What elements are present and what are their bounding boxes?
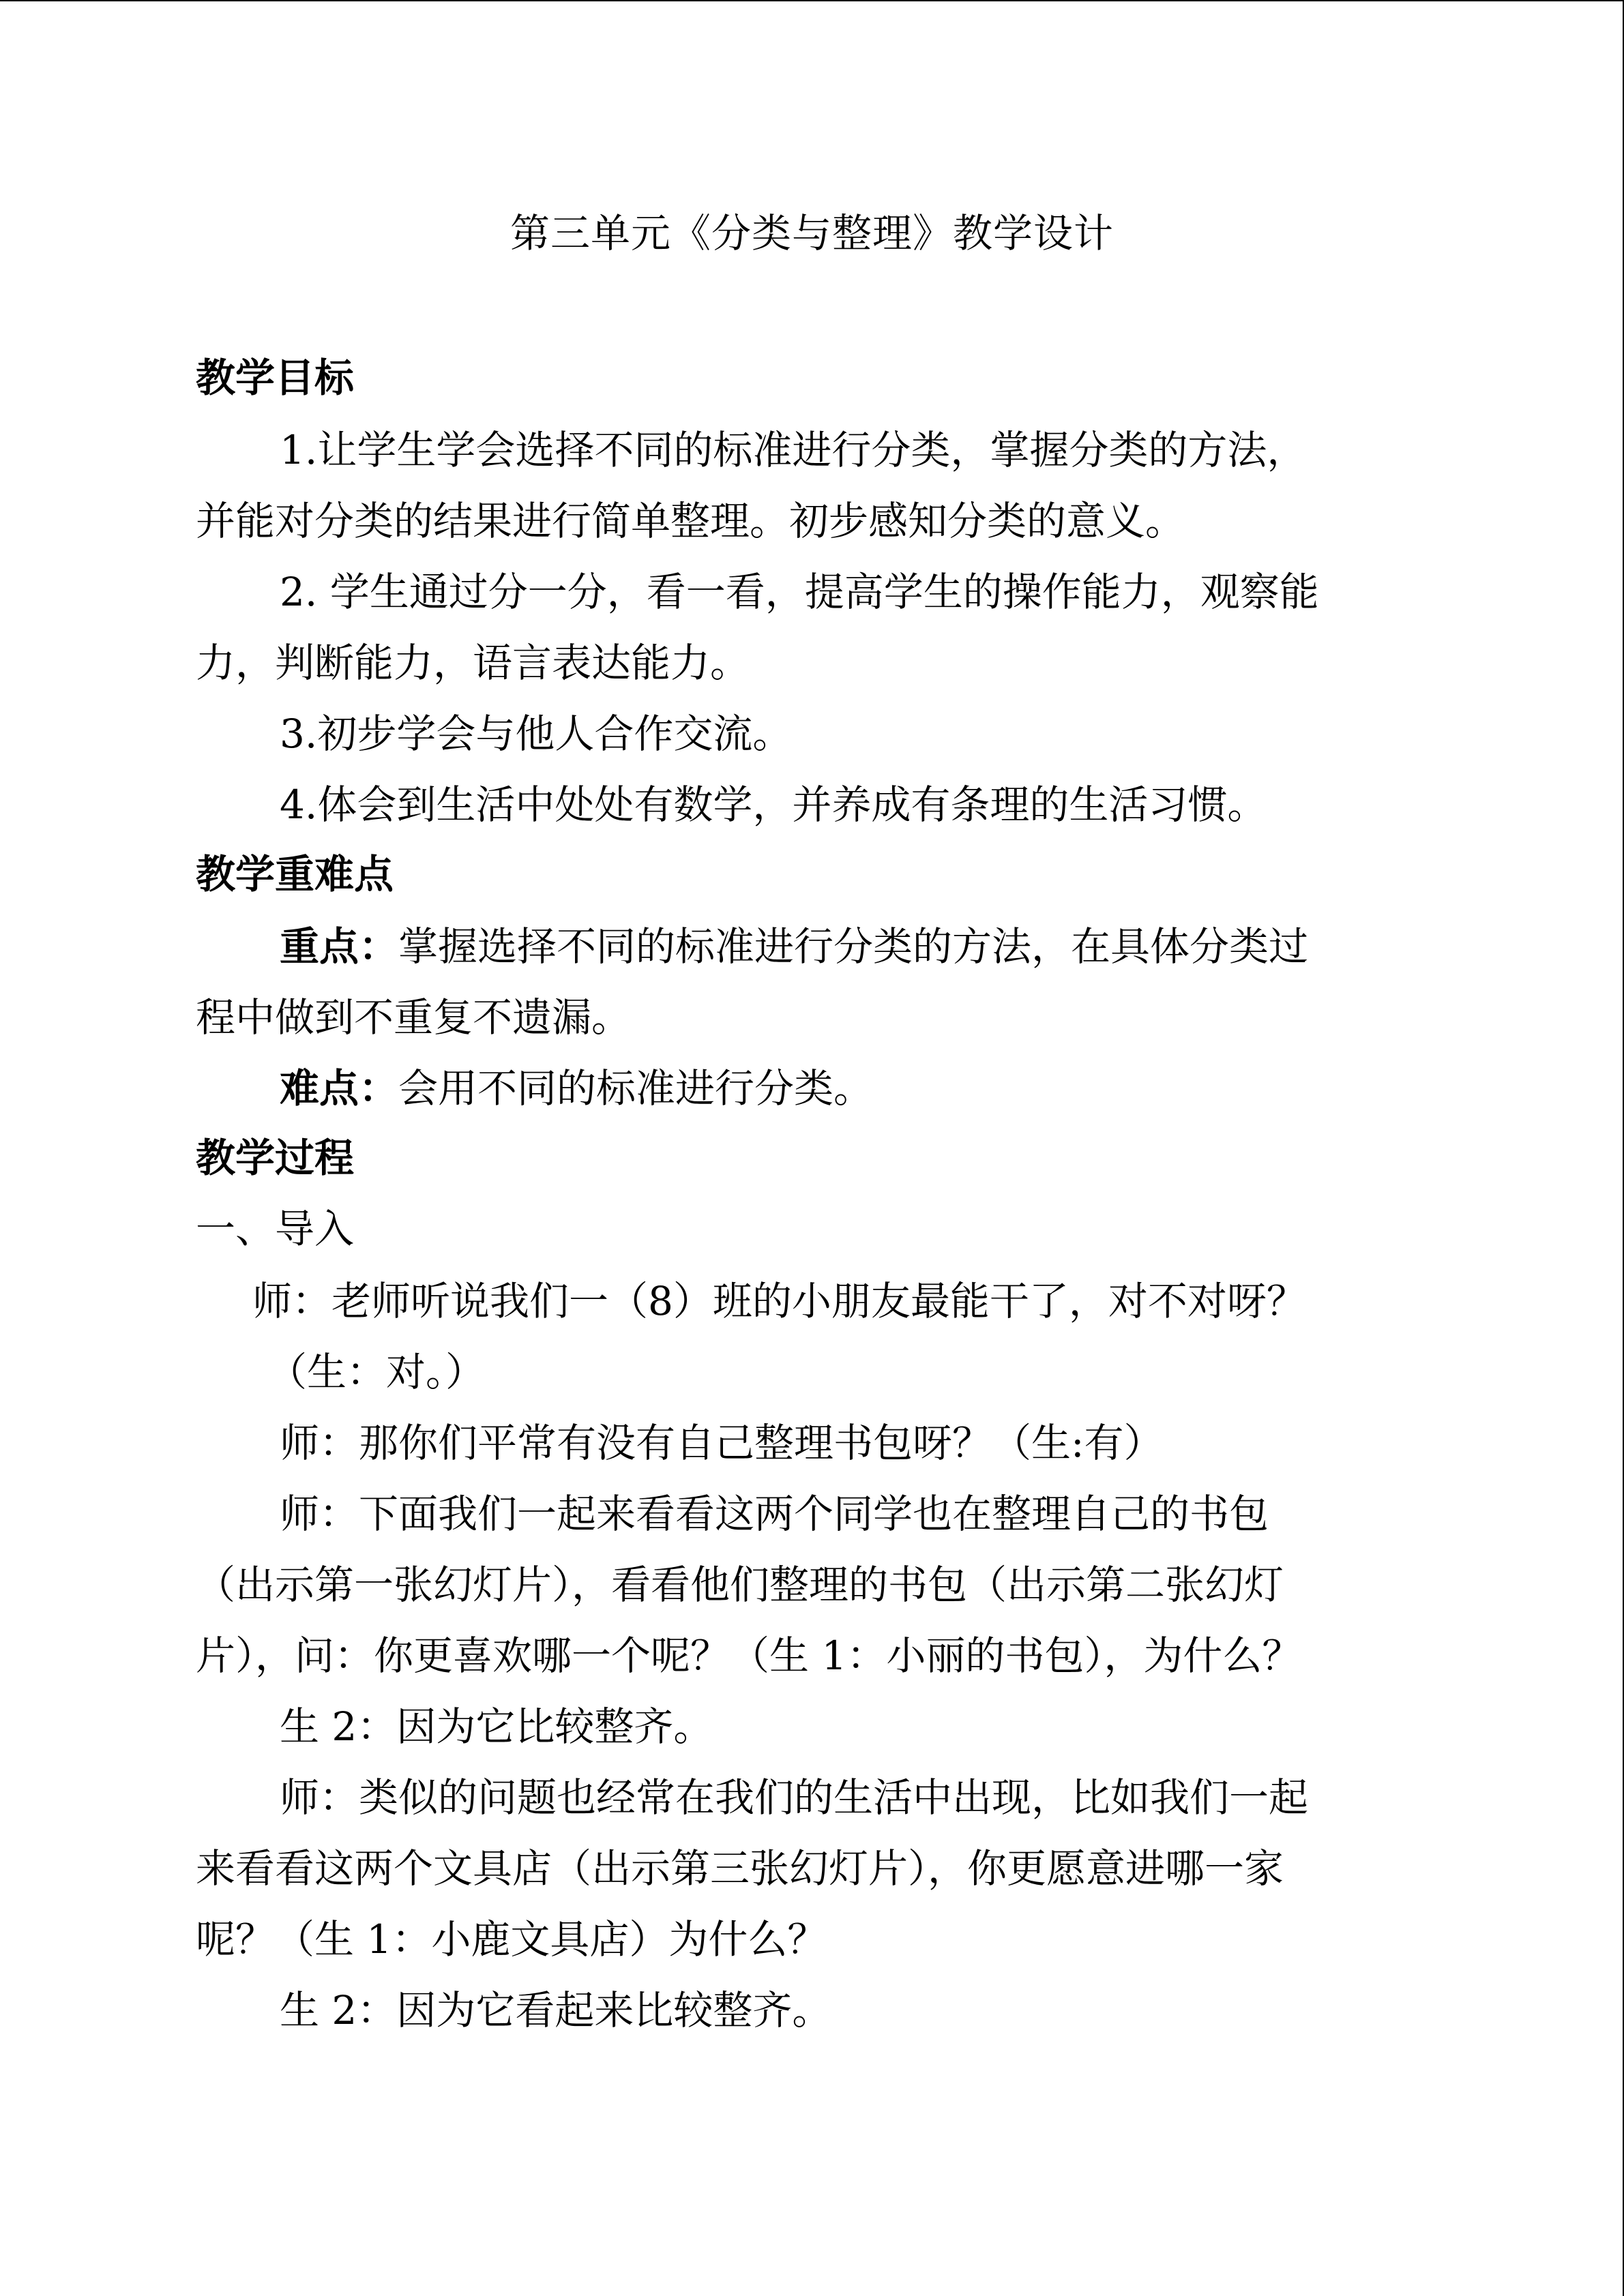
section-heading-objectives: 教学目标 [196, 355, 355, 401]
process-line-7: 生 2：因为它比较整齐。 [280, 1703, 713, 1750]
difficulty-line [280, 1061, 873, 1116]
process-line-3: 师：那你们平常有没有自己整理书包呀？（生:有） [280, 1420, 1164, 1466]
objective-line-3: 2. 学生通过分一分，看一看，提高学生的操作能力，观察能 [280, 569, 1319, 615]
process-line-8: 师：类似的问题也经常在我们的生活中出现，比如我们一起 [280, 1774, 1309, 1821]
difficulty-label: 难点： [280, 1065, 399, 1112]
document-title: 第三单元《分类与整理》教学设计 [510, 210, 1114, 256]
key-point-text: 掌握选择不同的标准进行分类的方法，在具体分类过 [398, 923, 1309, 970]
objective-line-5: 3.初步学会与他人合作交流。 [280, 711, 793, 757]
objective-line-1: 1.让学生学会选择不同的标准进行分类，掌握分类的方法， [280, 427, 1307, 473]
process-line-10: 呢？（生 1：小鹿文具店）为什么？ [196, 1916, 827, 1963]
process-sub-heading: 一、导入 [196, 1206, 355, 1252]
process-line-11: 生 2：因为它看起来比较整齐。 [280, 1987, 832, 2033]
key-point-line [280, 919, 1308, 974]
objective-line-4: 力，判断能力，语言表达能力。 [196, 640, 750, 686]
key-point-label: 重点： [280, 923, 399, 970]
process-line-6: 片），问：你更喜欢哪一个呢？（生 1：小丽的书包），为什么？ [196, 1632, 1302, 1679]
difficulty-text: 会用不同的标准进行分类。 [398, 1065, 874, 1112]
objective-line-2: 并能对分类的结果进行简单整理。初步感知分类的意义。 [196, 498, 1185, 544]
process-line-4: 师：下面我们一起来看看这两个同学也在整理自己的书包 [280, 1491, 1269, 1537]
key-point-continuation: 程中做到不重复不遗漏。 [196, 994, 632, 1041]
section-heading-key-points: 教学重难点 [196, 851, 394, 897]
section-heading-process: 教学过程 [196, 1135, 355, 1181]
process-line-2: （生：对。） [267, 1349, 486, 1395]
objective-line-6: 4.体会到生活中处处有数学，并养成有条理的生活习惯。 [280, 781, 1267, 828]
process-line-5: （出示第一张幻灯片），看看他们整理的书包（出示第二张幻灯 [196, 1562, 1284, 1608]
process-line-9: 来看看这两个文具店（出示第三张幻灯片），你更愿意进哪一家 [196, 1845, 1284, 1892]
process-line-1: 师：老师听说我们一（8）班的小朋友最能干了，对不对呀？ [252, 1278, 1306, 1324]
